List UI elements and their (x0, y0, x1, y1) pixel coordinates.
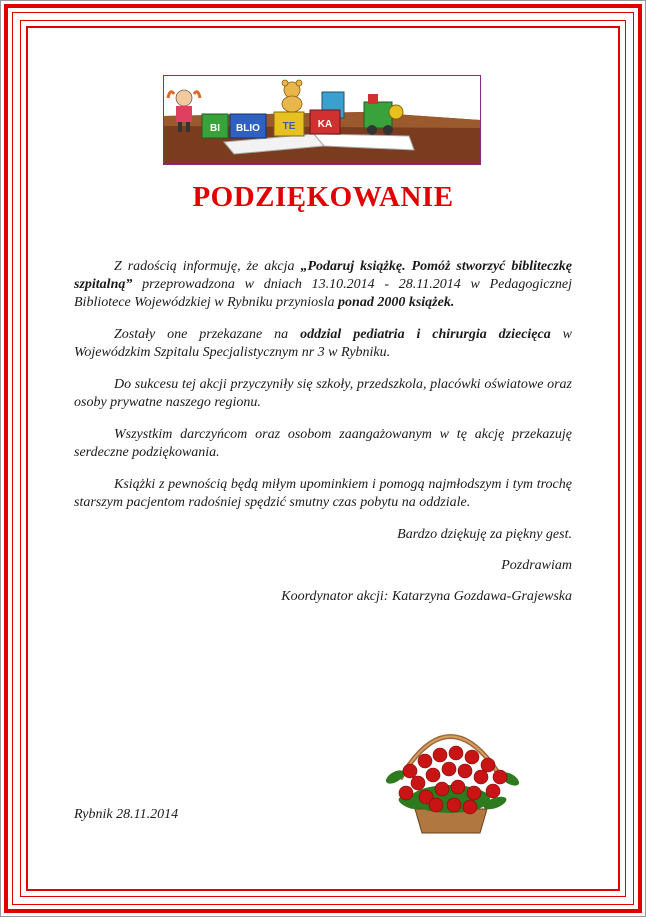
teddy-bear-icon (282, 80, 302, 112)
library-banner-illustration (164, 76, 480, 164)
text-span: przeprowadzona w dniach 13.10.2014 - 28.11.2014 w Pedagogicznej Bibliotece Wojewódzkiej w Rybniku przyniosla (74, 277, 572, 310)
library-banner (163, 75, 481, 165)
paragraph-contributors: Do sukcesu tej akcji przyczyniły się szkoły, przedszkola, placówki oświatowe oraz osoby prywatne naszego regionu. (74, 377, 572, 410)
campaign-name: „Podaruj książkę. Pomóż stworzyć bibliteczkę szpitalną” (74, 259, 572, 292)
paragraph-books: Książki z pewnością będą miłym upominkiem i pomogą najmłodszym i tym trochę starszym pacjentom radośniej spędzić smutny czas pobytu na oddziale. (74, 477, 572, 510)
svg-text:TE: TE (282, 121, 296, 132)
closing-thanks: Bardzo dziękuję za piękny gest. (397, 527, 572, 542)
flower-basket-icon (370, 699, 532, 839)
text-span: Z radością informuję, że akcja (114, 259, 301, 274)
text-span: Zostały one przekazane na (114, 327, 301, 342)
text-span: w Wojewódzkim Szpitalu Specjalistycznym nr 3 w Rybniku. (74, 327, 573, 360)
svg-text:KA: KA (317, 119, 333, 130)
closing-greeting: Pozdrawiam (501, 558, 572, 573)
closing-block (74, 526, 572, 606)
page-title: PODZIĘKOWANIE (192, 181, 454, 213)
letter-body (74, 258, 572, 619)
place-and-date: Rybnik 28.11.2014 (74, 807, 179, 822)
paragraph-thanks: Wszystkim darczyńcom oraz osobom zaangażowanym w tę akcję przekazuję serdeczne podziękowania. (74, 427, 572, 460)
book-count: ponad 2000 książek. (338, 295, 455, 310)
signature: Koordynator akcji: Katarzyna Gozdawa-Grajewska (281, 589, 572, 604)
hospital-ward: oddzial pediatria i chirurgia dziecięca (300, 327, 551, 342)
svg-text:BI: BI (210, 123, 220, 134)
paragraph-donation (74, 326, 572, 362)
svg-text:BLIO: BLIO (236, 123, 260, 134)
paragraph-campaign (74, 258, 572, 312)
